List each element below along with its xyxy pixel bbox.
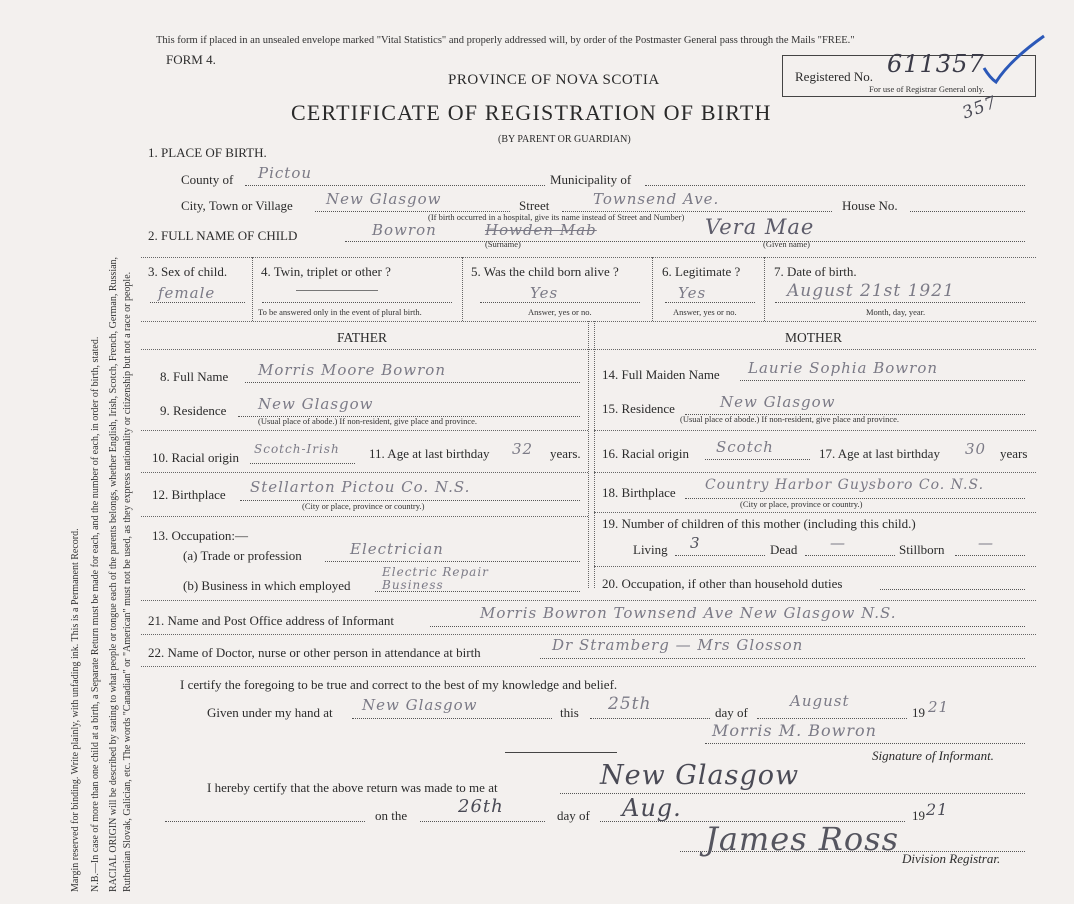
legitimate-value: Yes [678, 284, 707, 302]
father-residence-note: (Usual place of abode.) If non-resident, give place and province. [258, 416, 478, 426]
children-count-label: 19. Number of children of this mother (including this child.) [602, 516, 916, 531]
mother-birthplace-note: (City or place, province or country.) [740, 499, 863, 509]
twin-label: 4. Twin, triplet or other ? [261, 264, 391, 279]
county-value: Pictou [258, 164, 313, 182]
given-year-suffix: 21 [928, 698, 950, 716]
mother-name-label: 14. Full Maiden Name [602, 367, 720, 382]
registrar-year-suffix: 21 [926, 800, 949, 819]
registrar-day-value: 26th [458, 796, 504, 817]
child-name-label: 2. FULL NAME OF CHILD [148, 228, 298, 243]
form-number: FORM 4. [166, 52, 216, 67]
province-heading: PROVINCE OF NOVA SCOTIA [448, 72, 660, 88]
margin-text-2: N.B.—In case of more than one child at a birth, a Separate Return must be made for each, and the number of each, in order of birth, stated. [90, 336, 101, 892]
mother-years-label: years [1000, 446, 1028, 461]
born-alive-value: Yes [530, 284, 559, 302]
check-mark-icon [980, 30, 1050, 90]
father-residence-label: 9. Residence [160, 403, 227, 418]
registered-note: For use of Registrar General only. [869, 84, 985, 94]
twin-note: To be answered only in the event of plural birth. [258, 307, 422, 317]
mother-age-value: 30 [965, 440, 987, 458]
father-name-value: Morris Moore Bowron [258, 361, 446, 379]
date-of-birth-value: August 21st 1921 [787, 281, 955, 301]
certificate-subtitle: (BY PARENT OR GUARDIAN) [498, 134, 631, 145]
mother-name-value: Laurie Sophia Bowron [748, 359, 939, 377]
sex-label: 3. Sex of child. [148, 264, 228, 279]
dead-value: — [830, 534, 846, 552]
child-surname: Bowron [372, 221, 437, 239]
born-alive-label: 5. Was the child born alive ? [471, 264, 619, 279]
father-years-label: years. [550, 446, 581, 461]
county-label: County of [181, 172, 234, 187]
father-birthplace-value: Stellarton Pictou Co. N.S. [250, 478, 471, 496]
mother-age-label: 17. Age at last birthday [819, 446, 940, 461]
surname-caption: (Surname) [485, 239, 521, 249]
registrar-place-value: New Glasgow [600, 760, 800, 791]
street-label: Street [519, 198, 550, 213]
father-birthplace-note: (City or place, province or country.) [302, 501, 425, 511]
mother-birthplace-label: 18. Birthplace [602, 485, 676, 500]
date-of-birth-label: 7. Date of birth. [774, 264, 857, 279]
given-year-prefix: 19 [912, 705, 925, 720]
father-occupation-label: 13. Occupation:— [152, 528, 249, 543]
legitimate-note: Answer, yes or no. [673, 307, 737, 317]
born-alive-note: Answer, yes or no. [528, 307, 592, 317]
registered-number: 611357 [887, 50, 985, 78]
place-of-birth-label: 1. PLACE OF BIRTH. [148, 145, 267, 160]
father-name-label: 8. Full Name [160, 369, 229, 384]
given-month-value: August [790, 692, 850, 710]
mother-residence-value: New Glasgow [720, 393, 836, 411]
attendant-label: 22. Name of Doctor, nurse or other person in attendance at birth [148, 645, 481, 660]
municipality-label: Municipality of [550, 172, 632, 187]
dead-label: Dead [770, 542, 798, 557]
father-race-value: Scotch-Irish [254, 442, 340, 456]
living-label: Living [633, 542, 668, 557]
registrar-year-prefix: 19 [912, 808, 925, 823]
attendant-value: Dr Stramberg — Mrs Glosson [552, 636, 804, 654]
father-birthplace-label: 12. Birthplace [152, 487, 226, 502]
certificate-title: CERTIFICATE OF REGISTRATION OF BIRTH [291, 100, 772, 125]
hospital-note: (If birth occurred in a hospital, give its name instead of Street and Number) [428, 212, 685, 222]
mother-header: MOTHER [785, 330, 842, 345]
registrar-signature-label: Division Registrar. [902, 851, 1001, 866]
trade-label: (a) Trade or profession [183, 548, 302, 563]
business-label: (b) Business in which employed [183, 578, 351, 593]
mother-race-label: 16. Racial origin [602, 446, 690, 461]
given-under-label: Given under my hand at [207, 705, 333, 720]
business-value: Electric Repair Business [382, 565, 489, 592]
given-place-value: New Glasgow [362, 696, 478, 714]
top-notice: This form if placed in an unsealed envelope marked "Vital Statistics" and properly addressed will, by order of the Postmaster General pass through the Mails "FREE." [156, 35, 855, 46]
child-given-name: Vera Mae [705, 215, 815, 239]
father-age-value: 32 [512, 440, 534, 458]
father-header: FATHER [337, 330, 388, 345]
father-race-label: 10. Racial origin [152, 450, 240, 465]
father-age-label: 11. Age at last birthday [369, 446, 490, 461]
margin-text-3: RACIAL ORIGIN will be described by stating to what people or tongue each of the parents belongs, whether English, Irish, Scotch, French, German, Russian, [108, 256, 119, 892]
informant-value: Morris Bowron Townsend Ave New Glasgow N.S. [480, 604, 897, 622]
mother-race-value: Scotch [716, 438, 774, 456]
legitimate-label: 6. Legitimate ? [662, 264, 741, 279]
given-day-value: 25th [608, 694, 652, 714]
certify-statement: I certify the foregoing to be true and correct to the best of my knowledge and belief. [180, 677, 618, 692]
day-of-label: day of [715, 705, 748, 720]
trade-value: Electrician [350, 540, 444, 558]
informant-signature: Morris M. Bowron [712, 721, 877, 740]
on-the-label: on the [375, 808, 408, 823]
sex-value: female [158, 284, 216, 302]
living-value: 3 [690, 534, 701, 552]
date-of-birth-note: Month, day, year. [866, 307, 926, 317]
mother-residence-label: 15. Residence [602, 401, 675, 416]
house-label: House No. [842, 198, 898, 213]
child-name-struck: Howden Mab [485, 221, 597, 239]
given-name-caption: (Given name) [763, 239, 810, 249]
registrar-month-value: Aug. [622, 794, 682, 822]
registered-mark: 357 [959, 92, 1000, 124]
street-value: Townsend Ave. [593, 190, 720, 208]
informant-signature-label: Signature of Informant. [872, 748, 994, 763]
margin-text-1: Margin reserved for binding. Write plainly, with unfading ink. This is a Permanent Record. [70, 528, 81, 892]
registered-label: Registered No. [795, 69, 873, 84]
father-residence-value: New Glasgow [258, 395, 374, 413]
informant-label: 21. Name and Post Office address of Informant [148, 613, 394, 628]
registrar-day-of-label: day of [557, 808, 590, 823]
city-label: City, Town or Village [181, 198, 293, 213]
stillborn-value: — [978, 534, 994, 552]
this-label: this [560, 705, 579, 720]
registrar-signature: James Ross [705, 820, 899, 858]
mother-residence-note: (Usual place of abode.) If non-resident, give place and province. [680, 414, 900, 424]
mother-birthplace-value: Country Harbor Guysboro Co. N.S. [705, 477, 985, 493]
stillborn-label: Stillborn [899, 542, 945, 557]
mother-occupation-label: 20. Occupation, if other than household duties [602, 576, 843, 591]
margin-text-4: Ruthenian Slovak, Galician, etc. The words "Canadian" or "American" must not be used, as they express nationality or citizenship but not a race or people. [122, 271, 133, 892]
registrar-statement: I hereby certify that the above return was made to me at [207, 780, 498, 795]
city-value: New Glasgow [326, 190, 442, 208]
